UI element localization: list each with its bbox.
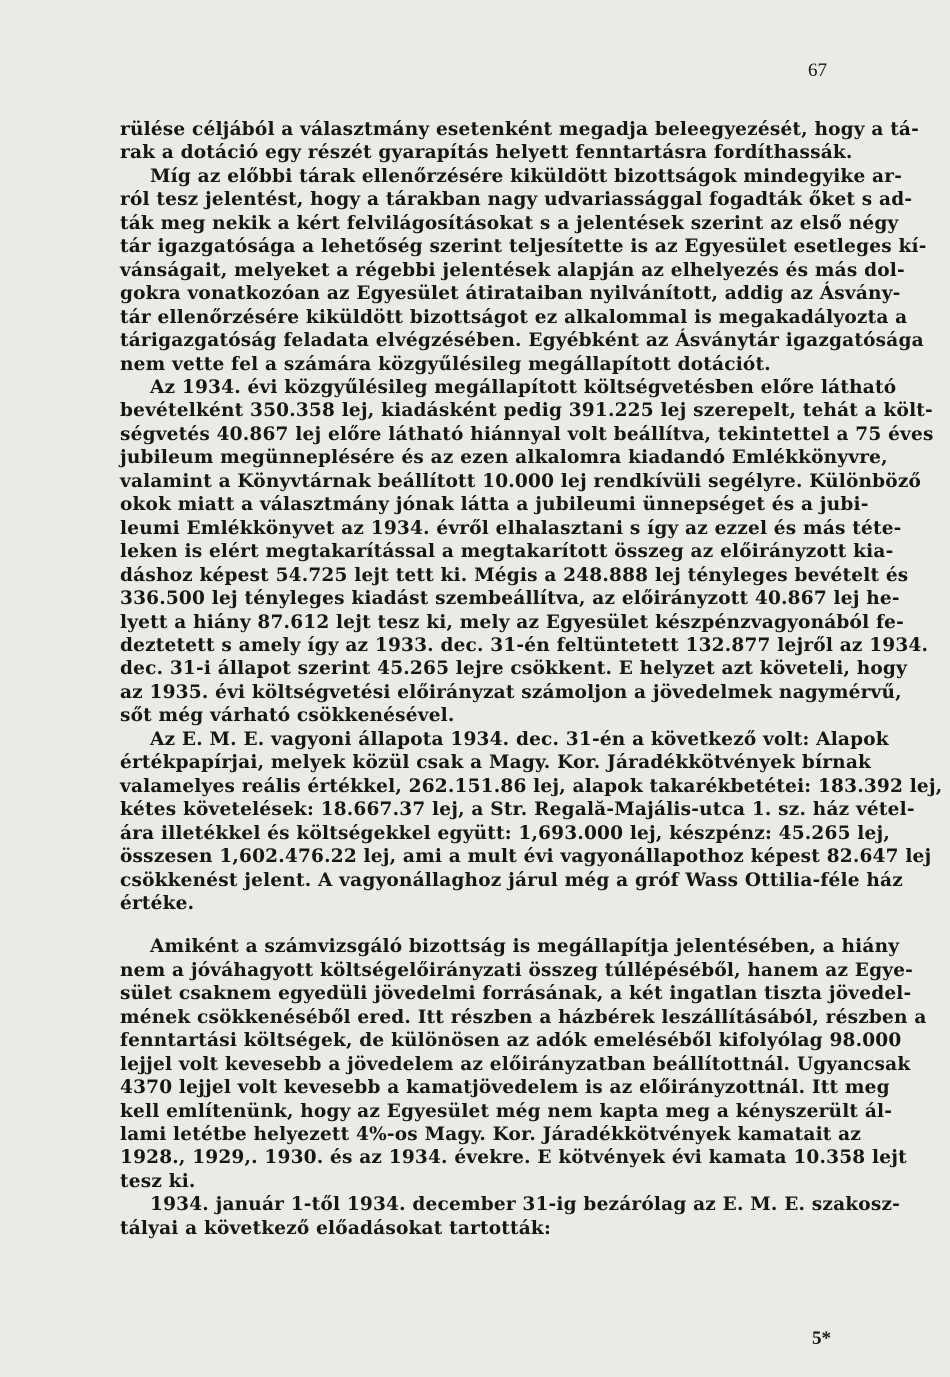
text-line: lyett a hiány 87.612 lejt tesz ki, mely az Egyesület készpénzvagyonából fe- (120, 611, 904, 633)
text-line: sület csaknem egyedüli jövedelmi forrásának, a két ingatlan tiszta jövedel- (120, 983, 912, 1005)
text-line: bevételként 350.358 lej, kiadásként pedig 391.225 lej szerepelt, tehát a költ- (120, 400, 933, 422)
page-number: 67 (808, 60, 827, 81)
text-line: értéke. (120, 892, 195, 914)
text-line: 1928., 1929,. 1930. és az 1934. évekre. E kötvények évi kamata 10.358 lejt (120, 1147, 907, 1169)
text-line: deztetett s amely így az 1933. dec. 31-én feltüntetett 132.877 lejről az 1934. (120, 634, 929, 656)
text-line: dáshoz képest 54.725 lejt tett ki. Mégis a 248.888 lej tényleges bevételt és (120, 564, 909, 586)
text-line: lejjel volt kevesebb a jövedelem az előirányzatban beállítottnál. Ugyancsak (120, 1053, 911, 1075)
text-line: sőt még várható csökkenésével. (120, 705, 455, 727)
paragraph (120, 165, 927, 376)
text-line: nem vette fel a számára közgyűlésileg megállapított dotációt. (120, 353, 771, 375)
paragraph (120, 728, 943, 916)
text-line: ára illetékkel és költségekkel együtt: 1,693.000 lej, készpénz: 45.265 lej, (120, 822, 891, 844)
text-line: Az 1934. évi közgyűlésileg megállapított költségvetésben előre látható (150, 376, 897, 398)
signature-mark: 5* (812, 1328, 831, 1349)
text-line: fenntartási költségek, de különösen az adók emeléséből kifolyólag 98.000 (120, 1030, 902, 1052)
body-text (120, 118, 943, 1240)
text-line: kétes követelések: 18.667.37 lej, a Str. Regală-Majális-utca 1. sz. ház vétel- (120, 799, 915, 821)
paragraph (120, 376, 934, 728)
text-line: rak a dotáció egy részét gyarapítás helyett fenntartásra fordíthassák. (120, 142, 853, 164)
text-line: ták meg nekik a kért felvilágosításokat s a jelentések szerint az első négy (120, 212, 899, 234)
text-line: mének csökkenéséből ered. Itt részben a házbérek leszállításából, részben a (120, 1006, 927, 1028)
text-line: gokra vonatkozóan az Egyesület átirataiban nyilvánított, addig az Ásvány- (120, 283, 901, 305)
text-line: 336.500 lej tényleges kiadást szembeállítva, az előirányzott 40.867 lej he- (120, 588, 900, 610)
text-line: ségvetés 40.867 lej előre látható hiánnyal volt beállítva, tekintettel a 75 éves (120, 423, 934, 445)
text-line: Amiként a számvizsgáló bizottság is megállapítja jelentésében, a hiány (150, 936, 900, 958)
text-line: tárigazgatóság feladata elvégzésében. Egyébként az Ásványtár igazgatósága (120, 330, 924, 352)
text-line: valamint a Könyvtárnak beállított 10.000 lej rendkívüli segélyre. Különböző (120, 470, 922, 492)
paragraph (120, 1193, 901, 1240)
text-line: ról tesz jelentést, hogy a tárakban nagy udvariassággal fogadták őket s ad- (120, 189, 913, 211)
text-line: tár igazgatósága a lehetőség szerint teljesítette is az Egyesület esetleges kí- (120, 236, 927, 258)
text-line: 1934. január 1-től 1934. december 31-ig bezárólag az E. M. E. szakosz- (150, 1194, 901, 1216)
text-line: jubileum megünneplésére és az ezen alkalomra kiadandó Emlékkönyvre, (120, 447, 888, 469)
paragraph-gap (120, 915, 838, 935)
text-line: dec. 31-i állapot szerint 45.265 lejre csökkent. E helyzet azt követeli, hogy (120, 658, 908, 680)
text-line: Az E. M. E. vagyoni állapota 1934. dec. 31-én a következő volt: Alapok (150, 728, 889, 750)
text-line: valamelyes reális értékkel, 262.151.86 lej, alapok takarékbetétei: 183.392 lej, (120, 775, 943, 797)
text-line: leken is elért megtakarítással a megtakarított összeg az előirányzott kia- (120, 541, 894, 563)
text-line: tár ellenőrzésére kiküldött bizottságot ez alkalommal is megakadályozta a (120, 306, 908, 328)
text-line: nem a jóváhagyott költségelőirányzati összeg túllépéséből, hanem az Egye- (120, 959, 914, 981)
text-line: Míg az előbbi tárak ellenőrzésére kiküldött bizottságok mindegyike ar- (150, 165, 903, 187)
text-line: vánságait, melyeket a régebbi jelentések alapján az elhelyezés és más dol- (120, 259, 905, 281)
paragraph (120, 118, 919, 165)
text-line: tesz ki. (120, 1170, 196, 1192)
text-line: lami letétbe helyezett 4%-os Magy. Kor. Járadékkötvények kamatait az (120, 1124, 862, 1146)
paragraph (120, 935, 927, 1193)
text-line: összesen 1,602.476.22 lej, ami a mult évi vagyonállapothoz képest 82.647 lej (120, 846, 932, 868)
text-line: csökkenést jelent. A vagyonállaghoz járul még a gróf Wass Ottilia-féle ház (120, 869, 903, 891)
text-line: értékpapírjai, melyek közül csak a Magy. Kor. Járadékkötvények bírnak (120, 752, 872, 774)
text-line: az 1935. évi költségvetési előirányzat számoljon a jövedelmek nagymérvű, (120, 681, 902, 703)
text-line: rülése céljából a választmány esetenként megadja beleegyezését, hogy a tá- (120, 119, 919, 140)
text-line: kell említenünk, hogy az Egyesület még nem kapta meg a kényszerült ál- (120, 1100, 893, 1122)
text-line: leumi Emlékkönyvet az 1934. évről elhalasztani s így az ezzel és más téte- (120, 517, 902, 539)
text-line: tályai a következő előadásokat tartották: (120, 1217, 551, 1239)
text-line: 4370 lejjel volt kevesebb a kamatjövedelem is az előirányzottnál. Itt meg (120, 1077, 890, 1099)
text-line: okok miatt a választmány jónak látta a jubileumi ünnepséget és a jubi- (120, 494, 869, 516)
